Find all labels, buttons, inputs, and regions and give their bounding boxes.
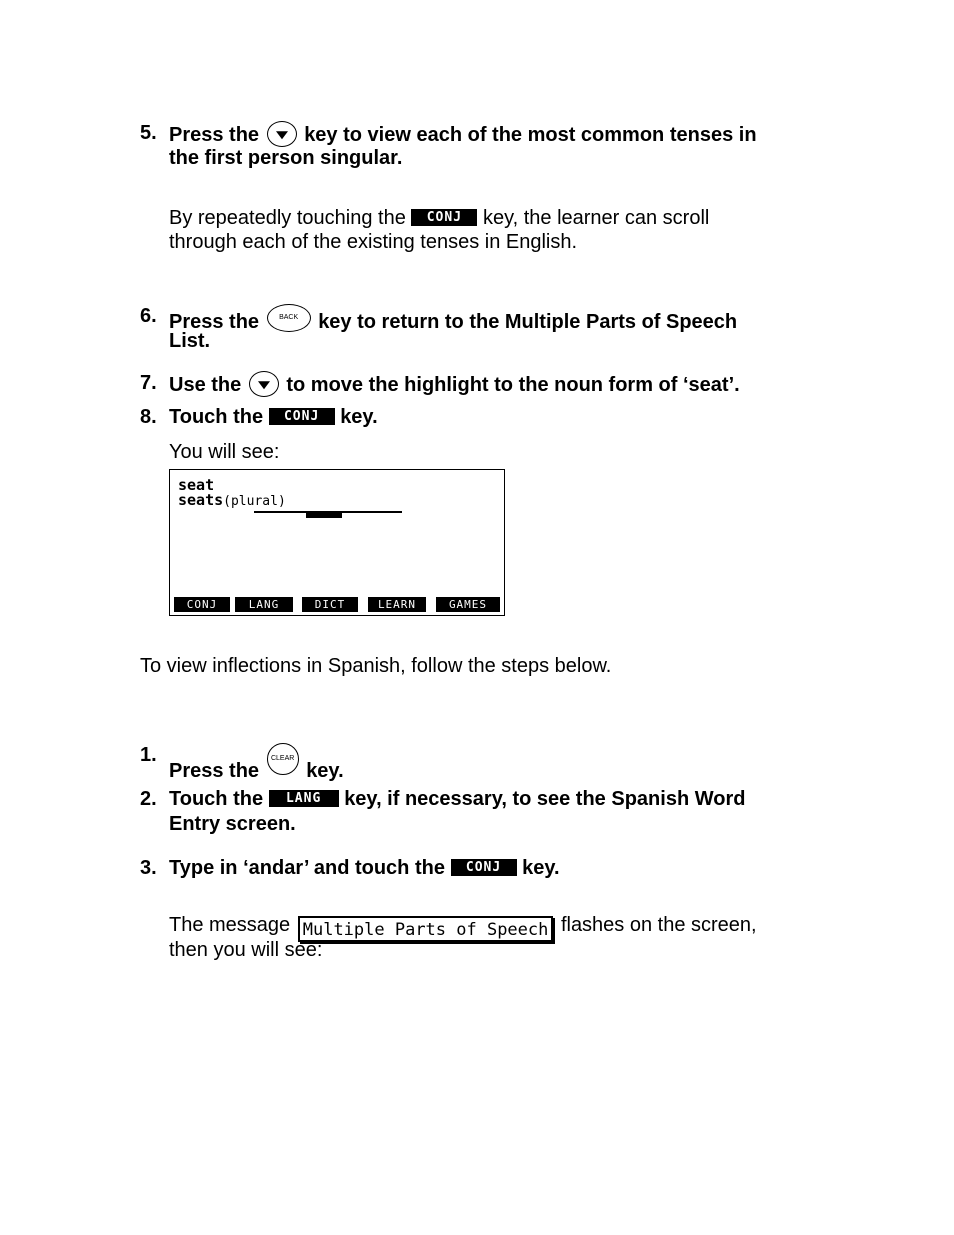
step-text: key to view each of the most common tenses in [304, 124, 757, 146]
step-text: key. [306, 760, 344, 782]
note-text: By repeatedly touching the [169, 207, 406, 229]
screen-word-seat: seat [178, 476, 215, 494]
step-number: 2. [140, 788, 157, 810]
note-text: key, the learner can scroll [482, 207, 710, 229]
clear-key-icon: CLEAR [267, 743, 299, 775]
step-number: 7. [140, 372, 157, 394]
conj-softkey-icon: CONJ [269, 408, 335, 425]
step-text: Touch the [169, 788, 264, 810]
screen-softkey-dict: DICT [302, 597, 358, 612]
step-6-continued: List. [169, 330, 211, 352]
plural-label: (plural) [223, 494, 286, 509]
step-7-text [169, 371, 740, 397]
step-number: 6. [140, 305, 157, 327]
step-text: key. [522, 857, 560, 879]
down-arrow-key-icon [249, 371, 279, 397]
screen-word: seats [178, 491, 224, 509]
step-text: Use the [169, 374, 242, 396]
step-2-continued: Entry screen. [169, 813, 296, 835]
step-2-text [169, 787, 745, 811]
step-1-text [169, 743, 344, 783]
step-text: Press the [169, 760, 260, 782]
you-will-see-label: You will see: [169, 441, 280, 463]
step-text: Press the [169, 124, 260, 146]
screen-softkey-bar [172, 597, 502, 612]
down-arrow-key-icon [267, 121, 297, 147]
multiple-parts-message-box: Multiple Parts of Speech [298, 916, 554, 942]
step-text: to move the highlight to the noun form of ‘seat’. [286, 374, 740, 396]
step-text: Press the [169, 311, 260, 333]
note-scroll-tenses [169, 206, 709, 230]
step-text: Touch the [169, 406, 264, 428]
spanish-intro: To view inflections in Spanish, follow the steps below. [140, 655, 612, 677]
step-5-text [169, 121, 757, 147]
step-text: key, if necessary, to see the Spanish Word [344, 788, 746, 810]
conj-softkey-icon: CONJ [411, 209, 477, 226]
note-text: The message [169, 914, 291, 936]
screen-softkey-conj: CONJ [174, 597, 230, 612]
step-text: Type in ‘andar’ and touch the [169, 857, 445, 879]
screen-softkey-learn: LEARN [368, 597, 426, 612]
device-screen [169, 469, 505, 616]
note-continued: through each of the existing tenses in English. [169, 231, 578, 253]
step-3-text [169, 856, 560, 880]
step-number: 1. [140, 744, 157, 766]
note-message-continued: then you will see: [169, 939, 323, 961]
conj-softkey-icon: CONJ [451, 859, 517, 876]
step-number: 8. [140, 406, 157, 428]
step-text: key to return to the Multiple Parts of Speech [318, 311, 738, 333]
screen-word-seats [178, 492, 286, 510]
back-key-icon: BACK [267, 304, 311, 332]
screen-softkey-games: GAMES [436, 597, 500, 612]
step-6-text [169, 304, 737, 334]
step-5-continued: the first person singular. [169, 147, 403, 169]
note-text: flashes on the screen, [560, 914, 757, 936]
screen-softkey-lang: LANG [235, 597, 293, 612]
step-8-text [169, 405, 378, 429]
step-number: 5. [140, 122, 157, 144]
lang-softkey-icon: LANG [269, 790, 339, 807]
step-number: 3. [140, 857, 157, 879]
step-text: key. [340, 406, 378, 428]
screen-pointer [306, 511, 342, 518]
